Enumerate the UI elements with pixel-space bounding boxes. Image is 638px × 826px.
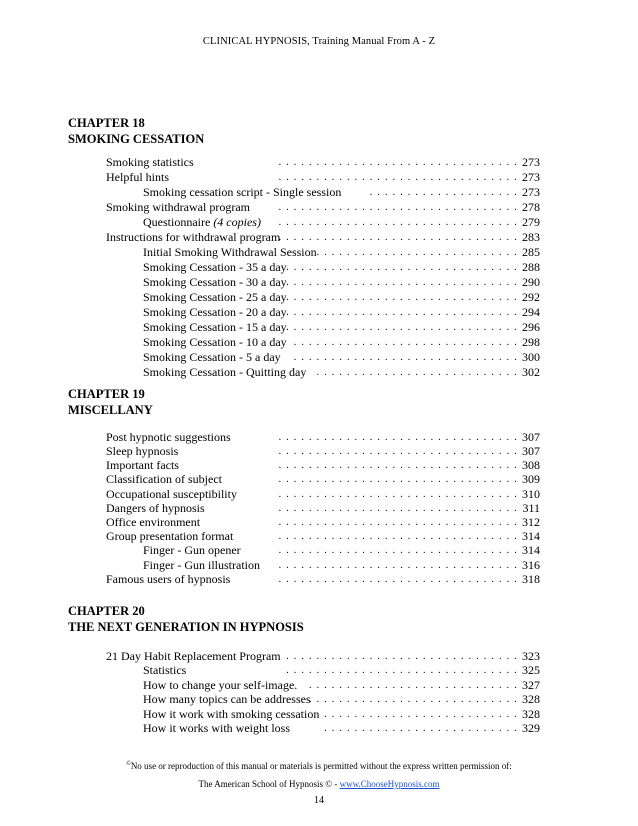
dot-leader: . . . . . . . . . . . . . . . . . . . . . . . . . . . . . . . .: [278, 232, 518, 243]
entry-title: Statistics: [143, 663, 187, 677]
toc-entry: [143, 692, 540, 707]
dot-leader: . . . . . . . . . . . . . . . . . . . . . . . . . . . . . . . .: [278, 217, 518, 228]
entry-page: 290: [522, 275, 540, 289]
entry-title: Classification of subject: [106, 472, 222, 486]
entry-page: 283: [522, 230, 540, 244]
entry-page: 325: [522, 663, 540, 677]
toc-entry: [143, 275, 540, 290]
copyright-marker: ©: [126, 761, 131, 767]
dot-leader: . . . . . . . . . . . . . . . . . . . . . . . . . .: [324, 709, 518, 720]
chapter-19-heading: [68, 386, 153, 418]
entry-page: 308: [522, 458, 540, 472]
dot-leader: . . . . . . . . . . . . . . . . . . . . . . . . . . . . . . .: [286, 262, 518, 273]
copyright-notice-text: No use or reproduction of this manual or materials is permitted without the express written permission of:: [130, 761, 512, 771]
chapter-number: CHAPTER 18: [68, 116, 145, 130]
toc-entry: [106, 230, 540, 245]
entry-page: 294: [522, 305, 540, 319]
entry-title: Smoking Cessation - 20 a day: [143, 305, 287, 319]
entry-title: [143, 215, 261, 230]
dot-leader: . . . . . . . . . . . . . . . . . . . . . . . . . . . . . . . .: [278, 545, 518, 556]
entry-title: Office environment: [106, 515, 201, 529]
entry-page: 310: [522, 487, 540, 501]
dot-leader: . . . . . . . . . . . . . . . . . . . . . . . . . . . . . . .: [286, 665, 518, 676]
entry-page: 312: [522, 515, 540, 529]
copyright-notice: [0, 761, 638, 771]
dot-leader: . . . . . . . . . . . . . . . . . . . . . . . . . . . . . . . .: [278, 157, 518, 168]
entry-page: 273: [522, 170, 540, 184]
toc-entry: [106, 444, 540, 459]
toc-entry: [106, 515, 540, 530]
chapter-number: CHAPTER 20: [68, 604, 145, 618]
toc-entry: [143, 215, 540, 230]
toc-entry: [106, 529, 540, 544]
entry-page: 307: [522, 430, 540, 444]
dot-leader: . . . . . . . . . . . . . . . . . . . . . . . . . . . . . . . .: [278, 503, 518, 514]
entry-page: 329: [522, 721, 540, 735]
toc-entry: [143, 305, 540, 320]
entry-page: 307: [522, 444, 540, 458]
toc-entry: [106, 572, 540, 587]
chapter-name: THE NEXT GENERATION IN HYPNOSIS: [68, 620, 304, 634]
entry-page: 292: [522, 290, 540, 304]
entry-page: 302: [522, 365, 540, 379]
toc-entry: [106, 501, 540, 516]
entry-title: 21 Day Habit Replacement Program: [106, 649, 281, 663]
dot-leader: . . . . . . . . . . . . . . . . . . . . . . . . . . . . . . . .: [278, 446, 518, 457]
entry-page: 314: [522, 529, 540, 543]
toc-entry: [106, 487, 540, 502]
toc-entry: [106, 170, 540, 185]
dot-leader: . . . . . . . . . . . . . . . . . . . . . . . . . . . . . . . .: [278, 489, 518, 500]
entry-title: Initial Smoking Withdrawal Session: [143, 245, 317, 259]
entry-title: Helpful hints: [106, 170, 169, 184]
dot-leader: . . . . . . . . . . . . . . . . . . . . . . . . . . . . . . . .: [278, 172, 518, 183]
toc-entry: [106, 155, 540, 170]
chapter-number: CHAPTER 19: [68, 387, 145, 401]
toc-entry: [143, 245, 540, 260]
toc-entry: [143, 335, 540, 350]
dot-leader: . . . . . . . . . . . . . . . . . . . . . . . . . . . . . . . .: [278, 474, 518, 485]
entry-title: Finger - Gun opener: [143, 543, 241, 557]
toc-entry: [106, 649, 540, 664]
toc-entry: [143, 260, 540, 275]
entry-title: How to change your self-image.: [143, 678, 298, 692]
entry-page: 311: [522, 501, 540, 515]
dot-leader: . . . . . . . . . . . . . . . . . . . . . . . . . . . .: [309, 694, 518, 705]
school-name: The American School of Hypnosis © -: [198, 779, 338, 789]
entry-note: (4 copies): [213, 215, 261, 229]
entry-page: 318: [522, 572, 540, 586]
entry-title: How many topics can be addresses: [143, 692, 311, 706]
chapter-18-heading: [68, 115, 204, 147]
entry-title: Smoking Cessation - 10 a day: [143, 335, 287, 349]
entry-page: 279: [522, 215, 540, 229]
entry-title: Smoking Cessation - Quitting day: [143, 365, 307, 379]
dot-leader: . . . . . . . . . . . . . . . . . . . . . . . . . . . . . . . .: [278, 460, 518, 471]
entry-title: How it work with smoking cessation: [143, 707, 320, 721]
toc-entry: [106, 458, 540, 473]
dot-leader: . . . . . . . . . . . . . . . . . . . . . . . . . .: [324, 723, 518, 734]
entry-page: 323: [522, 649, 540, 663]
entry-page: 273: [522, 155, 540, 169]
dot-leader: . . . . . . . . . . . . . . . . . . . . . . . . . . . . . .: [293, 337, 518, 348]
dot-leader: . . . . . . . . . . . . . . . . . . . . . . . . . . . . . . . .: [278, 432, 518, 443]
dot-leader: . . . . . . . . . . . . . . . . . . . . . . . . . . . . . . .: [286, 651, 518, 662]
entry-title: Sleep hypnosis: [106, 444, 179, 458]
dot-leader: . . . . . . . . . . . . . . . . . . . . . . . . . . . .: [309, 680, 518, 691]
toc-entry: [143, 185, 540, 200]
dot-leader: . . . . . . . . . . . . . . . . . . . .: [369, 187, 518, 198]
entry-page: 328: [522, 692, 540, 706]
entry-title: Famous users of hypnosis: [106, 572, 231, 586]
entry-title: Group presentation format: [106, 529, 234, 543]
entry-page: 300: [522, 350, 540, 364]
entry-title: Smoking cessation script - Single session: [143, 185, 342, 199]
toc-entry: [143, 320, 540, 335]
toc-entry: [143, 707, 540, 722]
dot-leader: . . . . . . . . . . . . . . . . . . . . . . . . . . . . . . . .: [278, 531, 518, 542]
entry-title-text: Questionnaire: [143, 215, 211, 229]
entry-page: 316: [522, 558, 540, 572]
dot-leader: . . . . . . . . . . . . . . . . . . . . . . . . . . .: [316, 367, 518, 378]
toc-entry: [106, 472, 540, 487]
chapter-name: MISCELLANY: [68, 403, 153, 417]
entry-title: How it works with weight loss: [143, 721, 290, 735]
entry-page: 328: [522, 707, 540, 721]
dot-leader: . . . . . . . . . . . . . . . . . . . . . . . . . . . . . . . .: [278, 560, 518, 571]
entry-title: Post hypnotic suggestions: [106, 430, 231, 444]
toc-entry: [106, 430, 540, 445]
page-number: 14: [314, 795, 324, 806]
dot-leader: . . . . . . . . . . . . . . . . . . . . . . . . . . . . . . .: [286, 322, 518, 333]
toc-entry: [143, 365, 540, 380]
entry-title: Smoking withdrawal program: [106, 200, 250, 214]
toc-entry: [143, 663, 540, 678]
chapter-20-heading: [68, 603, 304, 635]
entry-page: 278: [522, 200, 540, 214]
toc-entry: [106, 200, 540, 215]
entry-page: 296: [522, 320, 540, 334]
toc-entry: [143, 678, 540, 693]
dot-leader: . . . . . . . . . . . . . . . . . . . . . . . . . . . . . . . .: [278, 517, 518, 528]
dot-leader: . . . . . . . . . . . . . . . . . . . . . . . . . . . . . . .: [286, 292, 518, 303]
entry-page: 288: [522, 260, 540, 274]
entry-title: Smoking Cessation - 15 a day: [143, 320, 287, 334]
entry-title: Occupational susceptibility: [106, 487, 237, 501]
dot-leader: . . . . . . . . . . . . . . . . . . . . . . . . . . . . . . .: [286, 277, 518, 288]
toc-entry: [143, 558, 540, 573]
entry-page: 273: [522, 185, 540, 199]
entry-title: Finger - Gun illustration: [143, 558, 260, 572]
dot-leader: . . . . . . . . . . . . . . . . . . . . . . . . . . . . . . .: [286, 307, 518, 318]
toc-entry: [143, 721, 540, 736]
entry-page: 314: [522, 543, 540, 557]
entry-title: Smoking Cessation - 30 a day: [143, 275, 287, 289]
toc-entry: [143, 350, 540, 365]
dot-leader: . . . . . . . . . . . . . . . . . . . . . . . . . . .: [316, 247, 518, 258]
dot-leader: . . . . . . . . . . . . . . . . . . . . . . . . . . . . . . . .: [278, 574, 518, 585]
toc-entry: [143, 290, 540, 305]
entry-page: 309: [522, 472, 540, 486]
page-header: CLINICAL HYPNOSIS, Training Manual From A - Z: [202, 36, 436, 47]
entry-page: 285: [522, 245, 540, 259]
entry-title: Instructions for withdrawal program: [106, 230, 281, 244]
chapter-name: SMOKING CESSATION: [68, 132, 205, 146]
dot-leader: . . . . . . . . . . . . . . . . . . . . . . . . . . . . . .: [293, 352, 518, 363]
dot-leader: . . . . . . . . . . . . . . . . . . . . . . . . . . . . . . . .: [278, 202, 518, 213]
entry-title: Dangers of hypnosis: [106, 501, 205, 515]
toc-entry: [143, 543, 540, 558]
entry-title: Smoking Cessation - 25 a day: [143, 290, 287, 304]
school-credit: [0, 779, 638, 789]
entry-title: Smoking Cessation - 5 a day: [143, 350, 281, 364]
entry-title: Smoking statistics: [106, 155, 194, 169]
entry-page: 298: [522, 335, 540, 349]
website-link[interactable]: www.ChooseHypnosis.com: [339, 779, 440, 789]
entry-title: Smoking Cessation - 35 a day: [143, 260, 287, 274]
entry-page: 327: [522, 678, 540, 692]
entry-title: Important facts: [106, 458, 179, 472]
